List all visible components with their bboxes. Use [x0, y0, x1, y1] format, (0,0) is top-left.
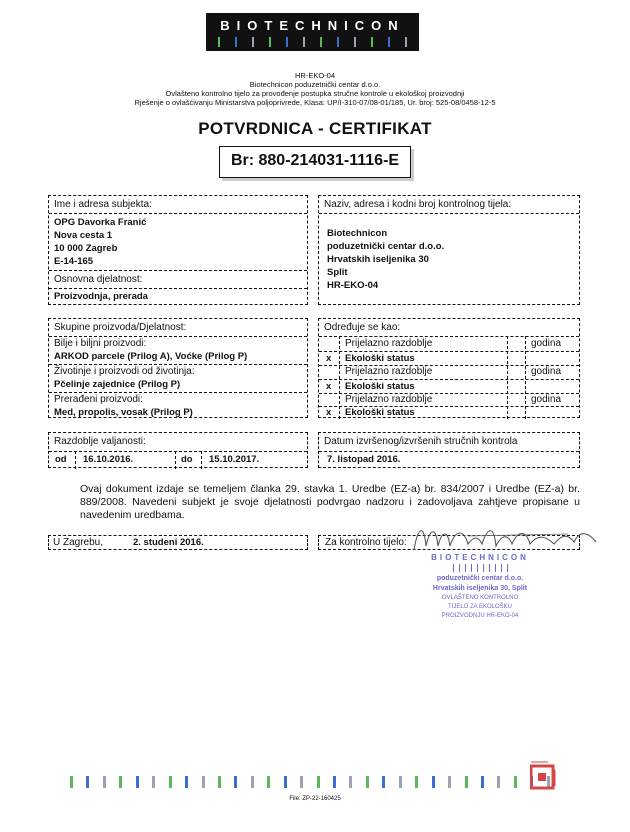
header-code: HR-EKO-04: [294, 71, 335, 80]
activity-label: Osnovna djelatnost:: [54, 274, 143, 285]
status-label: Određuje se kao:: [324, 322, 401, 333]
control-body-city: Split: [327, 267, 348, 278]
status-row2-years: godina: [531, 366, 562, 377]
inspection-label: Datum izvršenog/izvršenih stručnih kontrola: [324, 436, 518, 447]
control-body-code: HR-EKO-04: [327, 280, 379, 291]
group-plants-label: Bilje i biljni proizvodi:: [54, 338, 147, 349]
subject-box: [48, 195, 308, 305]
control-body-org: poduzetnički centar d.o.o.: [327, 241, 445, 252]
group-animals-label: Životinje i proizvodi od životinja:: [54, 366, 195, 377]
stamp-name: BIOTECHNICON: [431, 553, 529, 562]
validity-label: Razdoblje valjanosti:: [54, 436, 146, 447]
stamp-line2: Hrvatskih iseljenika 30, Split: [432, 585, 528, 592]
validity-to-label: do: [181, 454, 193, 465]
status-row3-transition: Prijelazno razdoblje: [345, 394, 433, 405]
header-decision: Rješenje o ovlašćivanju Ministarstva poljoprivrede, Klasa: UP/I-310-07/08-01/185, Ur. broj: 525-08/0458-12-5: [134, 98, 496, 107]
place-date-box: [48, 535, 308, 550]
status-row2-transition: Prijelazno razdoblje: [345, 366, 433, 377]
validity-from-label: od: [55, 454, 67, 465]
issue-date: 2. studeni 2016.: [133, 537, 204, 548]
group-processed-label: Prerađeni proizvodi:: [54, 394, 143, 405]
control-body-street: Hrvatskih iseljenika 30: [327, 254, 429, 265]
group-plants-value: ARKOD parcele (Prilog A), Voćke (Prilog P): [54, 351, 248, 362]
stamp-bars: [405, 564, 555, 572]
product-groups-label: Skupine proizvoda/Djelatnost:: [54, 322, 187, 333]
stamp-line1: poduzetnički centar d.o.o.: [436, 575, 524, 582]
group-processed-value: Med, propolis, vosak (Prilog P): [54, 407, 193, 418]
document-title: POTVRDNICA - CERTIFIKAT: [198, 119, 432, 138]
accreditation-emblem-icon: [530, 760, 558, 792]
validity-to: 15.10.2017.: [209, 454, 260, 465]
certificate-number: Br: 880-214031-1116-E: [230, 152, 400, 169]
logo-color-bars: [218, 37, 407, 47]
subject-name: OPG Davorka Franić: [54, 217, 147, 228]
stamp-line3: OVLAŠTENO KONTROLNO: [441, 595, 519, 601]
inspection-date: 7. listopad 2016.: [327, 454, 401, 465]
control-body-box: [318, 195, 580, 305]
certificate-number-box: [219, 146, 411, 178]
place-label: U Zagrebu,: [53, 537, 104, 548]
group-animals-value: Pčelinje zajednice (Prilog P): [54, 379, 181, 390]
status-row2-mark: x: [326, 381, 332, 392]
validity-box: [48, 432, 308, 468]
status-row1-status: Ekološki status: [345, 353, 415, 364]
validity-from: 16.10.2016.: [83, 454, 134, 465]
logo-text: BIOTECHNICON: [220, 18, 405, 33]
header-authorization: Ovlašteno kontrolno tijelo za provođenje postupka stručne kontrole u ekološkoj proizvodnji: [165, 89, 465, 98]
subject-label: Ime i adresa subjekta:: [54, 199, 152, 210]
subject-id: E-14-165: [54, 256, 94, 267]
subject-city: 10 000 Zagreb: [54, 243, 118, 254]
product-groups-box: [48, 318, 308, 418]
signature-label: Za kontrolno tijelo:: [325, 537, 407, 548]
status-row2-status: Ekološki status: [345, 381, 415, 392]
control-body-label: Naziv, adresa i kodni broj kontrolnog tijela:: [324, 199, 512, 210]
stamp-line5: PROIZVODNJU HR-EKO-04: [441, 613, 519, 619]
status-row1-years: godina: [531, 338, 562, 349]
official-stamp: [405, 553, 555, 621]
inspection-box: [318, 432, 580, 468]
status-row3-years: godina: [531, 394, 562, 405]
subject-street: Nova cesta 1: [54, 230, 113, 241]
status-row1-transition: Prijelazno razdoblje: [345, 338, 433, 349]
control-body-name: Biotechnicon: [327, 228, 388, 239]
stamp-line4: TIJELO ZA EKOLOŠKU: [447, 604, 513, 610]
activity-value: Proizvodnja, prerada: [54, 291, 148, 302]
status-row1-mark: x: [326, 353, 332, 364]
status-row3-status: Ekološki status: [345, 407, 415, 418]
biotechnicon-logo: [206, 13, 419, 51]
status-box: [318, 318, 580, 418]
footer-color-bars: [70, 776, 550, 788]
status-row3-mark: x: [326, 407, 332, 418]
legal-statement: Ovaj dokument izdaje se temeljem članka 29. stavka 1. Uredbe (EZ-a) br. 834/2007 i Uredbe (EZ-a) br. 889/2008. Navedeni subjekt je svoje djelatnosti podvrgao nadzoru i zadovoljava zahtjeve propisane u navedenim uredbama.: [80, 483, 580, 521]
file-reference: File: ZP-22-160425: [289, 796, 341, 802]
header-org: Biotechnicon poduzetnički centar d.o.o.: [249, 80, 381, 89]
